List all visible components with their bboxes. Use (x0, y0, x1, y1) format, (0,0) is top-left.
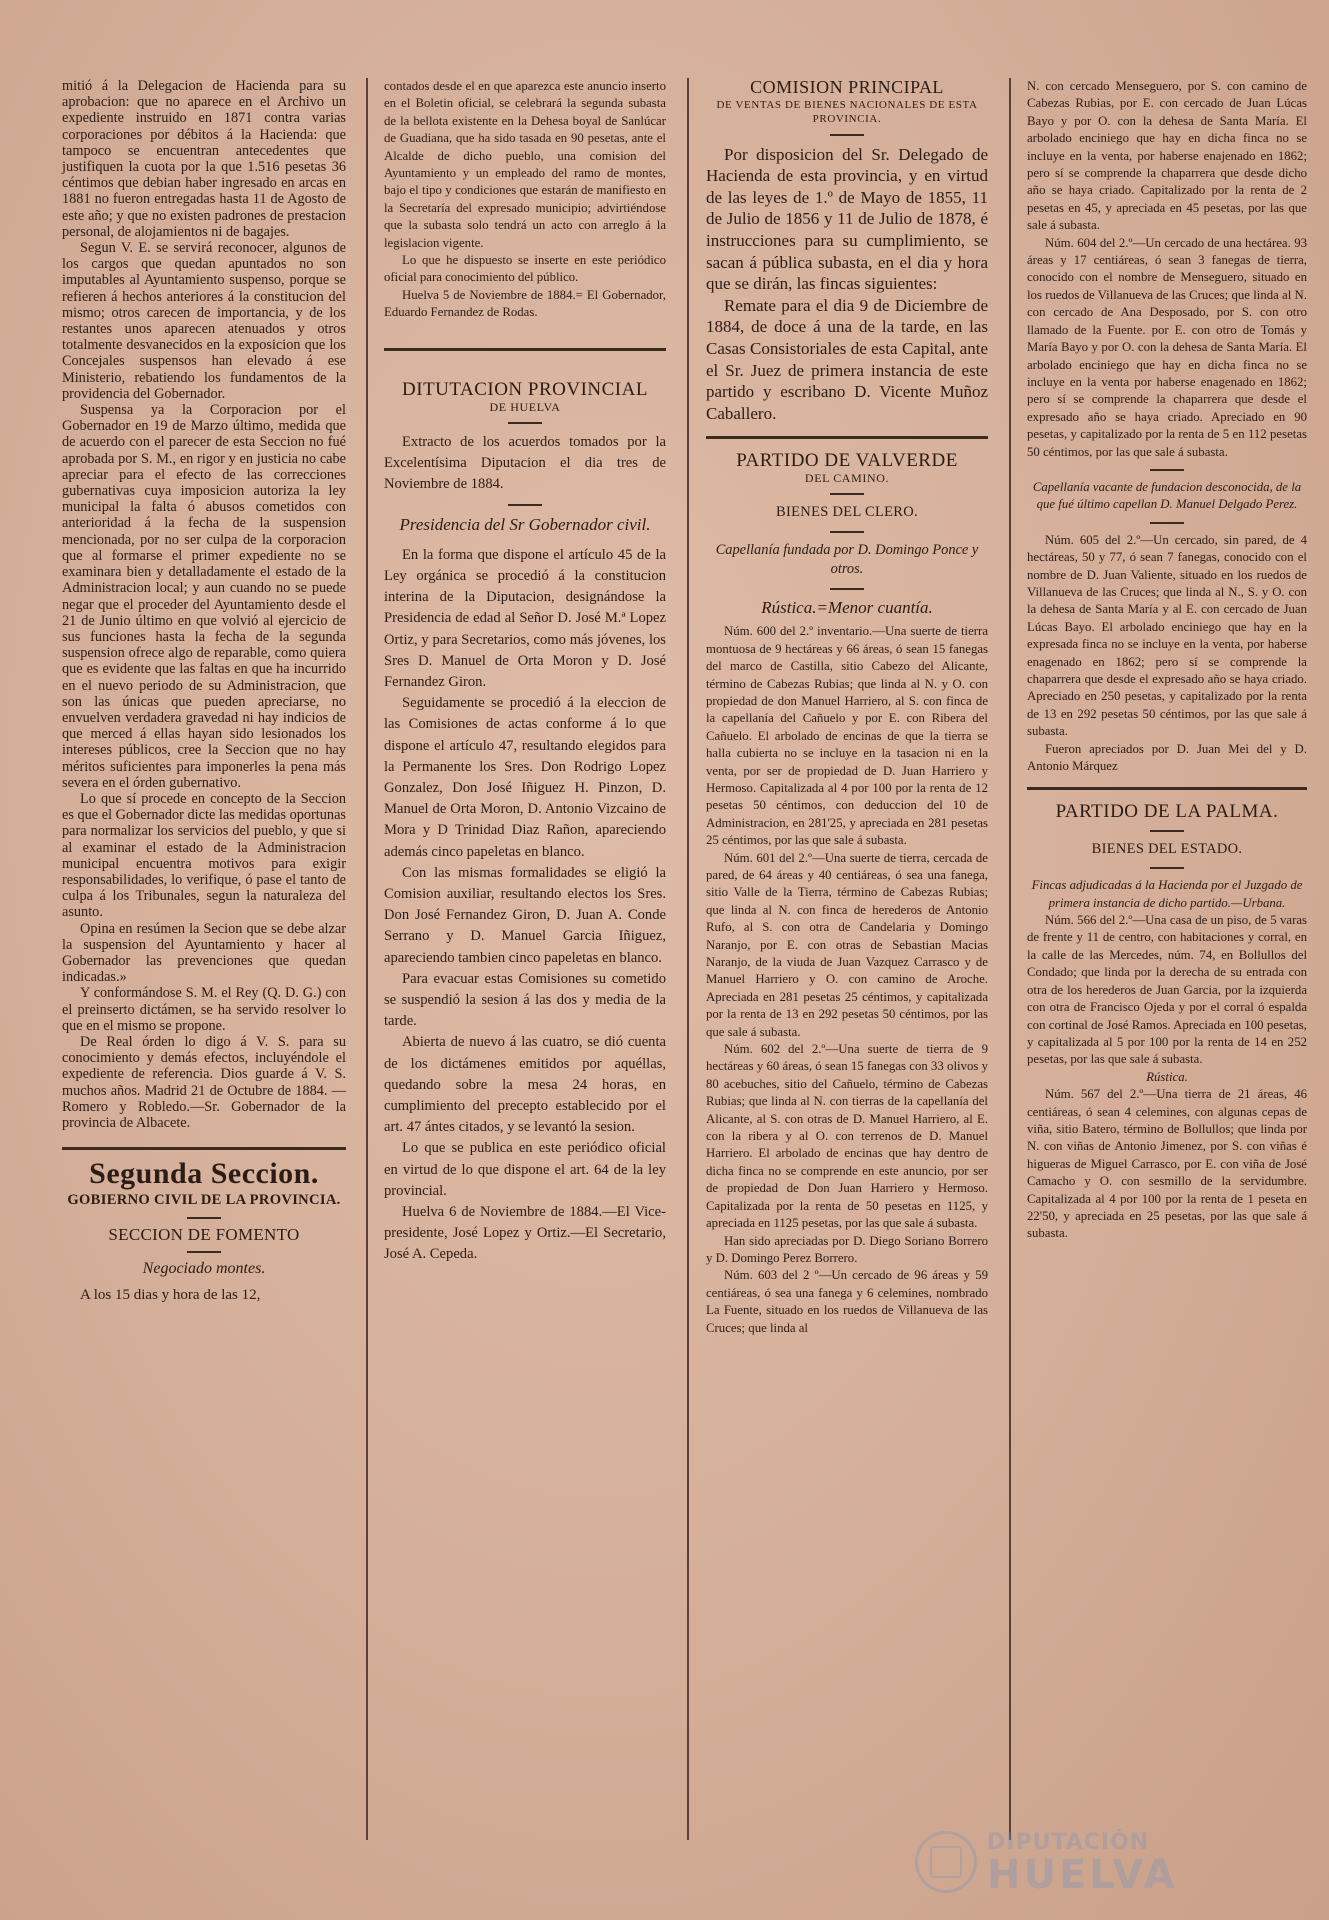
paragraph: Suspensa ya la Corporacion por el Gobernador en 19 de Marzo último, medida que de acuerdo con el parecer de esta Seccion no fué aprobada por S. M., en rigor y en justicia no cabe apreciar para el efecto de las correcciones gubernativas cuya imposicion autoriza la ley municipal la falta ó abusos cometidos con anterioridad á la fecha de la suspension mencionada, por no ser culpa de la corporacion que al formarse el primer expediente no se examinara bien y detalladamente el estado de la Administracion local; y aun cuando no se puede negar que el proceder del Ayuntamiento desde el 21 de Junio último en que volvió al ejercicio de sus funciones hasta la fecha de la segunda suspension ofrece algo de reparable, como quiera que es evidente que las faltas en que ha incurrido en el nuevo periodo de su Administracion, que son las únicas que pueden apreciarse, no envuelven verdadera gravedad ni hay indicios de que merced á ellas hayan sido lesionados los intereses públicos, cree la Seccion que no hay méritos suficientes para imponerles la pena más severa en el órden gubernativo. (62, 402, 346, 791)
paragraph: Para evacuar estas Comisiones su cometido se suspendió la sesion á las dos y media de la tarde. (384, 970, 666, 1030)
paragraph: Lo que he dispuesto se inserte en este periódico oficial para conocimiento del público. (384, 253, 666, 285)
paragraph: Y conformándose S. M. el Rey (Q. D. G.) con el preinserto dictámen, se ha servido resolver lo que en el mismo se propone. (62, 985, 346, 1034)
negociado-heading: Negociado montes. (142, 1259, 266, 1277)
paragraph: Huelva 6 de Noviembre de 1884.—El Vice-presidente, José Lopez y Ortiz.—El Secretario, José A. Cepeda. (384, 1204, 666, 1263)
paragraph: Han sido apreciadas por D. Diego Soriano Borrero y D. Domingo Perez Borrero. (706, 1233, 988, 1265)
comision-heading: COMISION PRINCIPAL (750, 77, 944, 97)
paragraph: A los 15 dias y hora de las 12, (80, 1287, 261, 1304)
paragraph: Núm. 600 del 2.º inventario.—Una suerte de tierra montuosa de 9 hectáreas y 66 áreas, ó sean 15 fanegas del marco de Castilla, sitio Cabezo del Alicante, término de Cabezas Rubias; que linda al N. y O. con propiedad de don Manuel Harriero, al S. con finca de la capellanía del Cañuelo y por E. con Ribera del Cañuelo. El arbolado de encinas de que la tierra se halla cubierta no se incluye en la tasacion ni en la venta, por ser de propiedad de D. Juan Harriero y Hermoso. Capitalizada al 4 por 100 por la renta de 12 pesetas 50 céntimos, con deduccion del 10 de Administracion, en 281'25, y apreciada en 281 pesetas 25 céntimos, por las que sale á subasta. (706, 624, 988, 848)
divider (1150, 469, 1184, 471)
divider (508, 504, 542, 506)
paragraph: Núm. 567 del 2.º—Una tierra de 21 áreas, 46 centiáreas, ó sean 4 celemines, con algunas cepas de viña, sitio Batero, término de Bollullos; que linda por N. con viñas de Antonio Jimenez, por S. con viñas é higueras de Miguel Carrasco, por E. con viña de José Camacho y O. con sesmillo de la servidumbre. Capitalizada al 4 por 100 por la renta de 1 peseta en 22'50, y apreciada en 25 pesetas, por las que sale á subasta. (1027, 1087, 1307, 1241)
paragraph: De Real órden lo digo á V. S. para su conocimiento y demás efectos, incluyéndole el expediente de referencia. Dios guarde á V. S. muchos años. Madrid 21 de Octubre de 1884. —Romero y Robledo.—Sr. Gobernador de la provincia de Albacete. (62, 1033, 346, 1131)
paragraph: contados desde el en que aparezca este anuncio inserto en el Boletin oficial, se celebrará la segunda subasta de la bellota existente en la Dehesa boyal de Sanlúcar de Guadiana, que ha sido tasada en 90 pesetas, ante el Alcalde de dicho pueblo, una comision del Ayuntamiento y un empleado del ramo de montes, bajo el tipo y condiciones que estarán de manifiesto en la Secretaría del expresado municipio; advirtiéndose que la subasta solo tendrá un acto con arreglo á la legislacion vigente. (384, 79, 666, 250)
partido-palma-heading: PARTIDO DE LA PALMA. (1055, 801, 1279, 823)
rustica-heading: Rústica. (1146, 1069, 1188, 1084)
bienes-estado-heading: BIENES DEL ESTADO. (1091, 840, 1243, 857)
extracto: Extracto de los acuerdos tomados por la Excelentísima Diputacion el dia tres de Noviembre de 1884. (384, 433, 666, 493)
comision-subheading: DE VENTAS DE BIENES NACIONALES DE ESTA PROVINCIA. (716, 98, 978, 125)
capellania-heading: Capellanía vacante de fundacion desconocida, de la que fué último capellan D. Manuel Delgado Perez. (1032, 479, 1302, 512)
capellania-heading: Capellanía fundada por D. Domingo Ponce y otros. (715, 541, 979, 578)
divider (1150, 830, 1184, 832)
section-title: Segunda Seccion. (89, 1157, 319, 1191)
section-divider (1027, 787, 1307, 790)
remate-paragraph: Remate para el dia 9 de Diciembre de 1884, de doce á una de la tarde, en las Casas Consistoriales de esta Capital, ante el Sr. Juez de primera instancia de este partido y escribano D. Vicente Muñoz Caballero. (706, 295, 988, 423)
paragraph: Segun V. E. se servirá reconocer, algunos de los cargos que quedan apuntados no son imputables al Ayuntamiento suspenso, porque se refieren á hechos anteriores á la constitucion del mismo; otros carecen de importancia, y de los restantes unos aparecen atenuados y otros totalmente desvanecidos en la exposicion que los Concejales suspensos han elevado á ese Ministerio, rebatiendo los fundamentos de la providencia del Gobernador. (62, 240, 346, 402)
watermark-line2: HUELVA (987, 1851, 1178, 1898)
divider (187, 1217, 221, 1219)
column-rule (687, 78, 689, 1840)
divider (187, 1251, 221, 1253)
paragraph: N. con cercado Menseguero, por S. con camino de Cabezas Rubias, por E. con cercado de Juan Lúcas Bayo y por O. con la dehesa de Santa María. El arbolado enciniego que hay en dicha finca no se incluye en la venta, por haberse enajenado en 1862; pero sí se comprende la chaparrera que desde dicho año se haya criado. Capitalizado por la renta de 2 pesetas en 45, y apreciada en 45 pesetas, por las que sale á subasta. (1027, 79, 1307, 233)
bienes-heading: BIENES DEL CLERO. (776, 503, 918, 520)
column-2 (384, 78, 666, 1266)
column-rule (366, 78, 368, 1840)
signature: Huelva 5 de Noviembre de 1884.= El Gobernador, Eduardo Fernandez de Rodas. (384, 287, 666, 320)
divider (830, 531, 864, 533)
divider (830, 493, 864, 495)
section-divider (62, 1147, 346, 1150)
paragraph: mitió á la Delegacion de Hacienda para su aprobacion: que no aparece en el Archivo un expediente instruido en 1871 contra varias corporaciones por débitos á la Hacienda: que tampoco se encuentran antecedentes que justifiquen la cuota por la que 1.516 pesetas 36 céntimos que debian haber ingresado en arcas en 1881 no fueron entregadas hasta 11 de Agosto de este año; y que no existen padrones de prestacion personal, de alojamientos ni de bagajes. (62, 78, 346, 240)
divider (1150, 867, 1184, 869)
paragraph: Núm. 603 del 2 º—Un cercado de 96 áreas y 59 centiáreas, ó sea una fanega y 6 celemines, nombrado La Fuente, situado en los ruedos de Villanueva de las Cruces; que linda al (706, 1268, 988, 1335)
partido-heading: PARTIDO DE VALVERDE (736, 450, 958, 472)
seal-icon (915, 1831, 977, 1893)
rustica-heading: Rústica.=Menor cuantía. (761, 597, 933, 617)
paragraph: Núm. 602 del 2.º—Una suerte de tierra de 9 hectáreas y 60 áreas, ó sean 15 fanegas con 33 olivos y 80 acebuches, sitio del Cañuelo, término de Cabezas Rubias; que linda al N. con tierras de la capellanía del Alicante, al S. con otras de D. Manuel Harriero, al E. con la ribera y al O. con terrenos de D. Manuel Harriero. El arbolado de encinas que hay dentro de dicha finca no se comprende en este anuncio, por ser de propiedad de Don Juan Harriero y Hermoso. Capitalizada por la renta de 50 pesetas en 1125, y apreciada en 1125 pesetas, por las que sale á subasta. (706, 1042, 988, 1231)
watermark-text (987, 1829, 1178, 1898)
paragraph: Núm. 605 del 2.º—Un cercado, sin pared, de 4 hectáreas, 50 y 77, ó sean 7 fanegas, conocido con el nombre de D. Juan Valiente, situado en los ruedos de Villanueva de las Cruces; que linda al N., S. y O. con la dehesa de Santa María y al E. con cercado de Juan Lúcas Bayo. El arbolado enciniego que hay en la expresada finca no se incluye en la venta, por haberse enagenado en 1862; pero sí se comprende la chaparrera que desde el expresado año se haya criado. Apreciado en 250 pesetas, y capitalizado por la renta de 13 en 292 pesetas 50 céntimos, por las que sale á subasta. (1027, 532, 1307, 739)
paragraph: Con las mismas formalidades se eligió la Comision auxiliar, resultando electos los Sres. Don José Fernandez Giron, D. Juan A. Conde Serrano y D. Manuel Garcia Iñiguez, apareciendo tambien cinco papeletas en blanco. (384, 864, 666, 966)
paragraph: Opina en resúmen la Secion que se debe alzar la suspension del Ayuntamiento y hacer al Gobernador las prevenciones que quedan indicadas.» (62, 920, 346, 986)
paragraph: En la forma que dispone el artículo 45 de la Ley orgánica se procedió á la constitucion interina de la Diputacion, designándose la Presidencia de edad al Señor D. José M.ª Lopez Ortiz, y para Secretarios, como más jóvenes, los Sres D. Manuel de Orta Moron y D. José Fernandez Giron. (384, 546, 666, 690)
column-rule (1009, 78, 1011, 1840)
paragraph: Seguidamente se procedió á la eleccion de las Comisiones de actas conforme á lo que dispone el artículo 47, resultando elegidos para la Permanente los Sres. Don Rodrigo Lopez Gonzalez, Don José Iñiguez H. Pinzon, D. Manuel de Orta Moron, D. Antonio Vizcaino de Mora y D Trinidad Diaz Rañon, apareciendo además cinco papeletas en blanco. (384, 695, 666, 860)
intro-paragraph: Por disposicion del Sr. Delegado de Hacienda de esta provincia, y en virtud de las leyes de 1.º de Mayo de 1855, 11 de Julio de 1856 y 11 de Julio de 1878, é instrucciones para su cumplimiento, se sacan á pública subasta, en el dia y hora que se dirán, las fincas siguientes: (706, 144, 988, 294)
paragraph: Núm. 604 del 2.º—Un cercado de una hectárea. 93 áreas y 17 centiáreas, ó sean 3 fanegas de tierra, conocido con el nombre de Menseguero, situado en los ruedos de Villanueva de las Cruces; que linda al N. con cercado de Ana Desposado, por S. con otro llamado de la Fuente. por E. con otro de Tomás y María Bayo y por O. con la dehesa de Santa María. El arbolado enciniego que hay en dicha finca no se incluye en la venta por haberse enagenado en 1862; pero sí se comprende la chaparrera que desde el expresado año se haya criado. Apreciado en 90 pesetas, y capitalizado por la renta de 5 en 112 pesetas 50 céntimos, por las que sale á subasta. (1027, 235, 1307, 459)
divider (830, 134, 864, 136)
paragraph: Abierta de nuevo á las cuatro, se dió cuenta de los dictámenes emitidos por aquéllas, quedando sobre la mesa 24 horas, en cumplimiento del precepto establecido por el art. 47 ántes citados, y se levantó la sesion. (384, 1034, 666, 1136)
divider (508, 422, 542, 424)
fincas-heading: Fincas adjudicadas á la Hacienda por el Juzgado de primera instancia de dicho partido.—Urbana. (1031, 878, 1303, 910)
paragraph: Lo que sí procede en concepto de la Seccion es que el Gobernador dicte las medidas oportunas para normalizar los servicios del pueblo, y que si al examinar el estado de la Administracion municipal encuentra motivos para exigir responsabilidades, lo verifique, ó pase el tanto de culpa á los Tribunales, segun la naturaleza del asunto. (62, 790, 346, 921)
column-4 (1027, 78, 1307, 1243)
watermark-line1: DIPUTACIÓN (987, 1829, 1150, 1855)
column-3 (706, 78, 988, 1337)
section-divider (384, 348, 666, 351)
presidencia-heading: Presidencia del Sr Gobernador civil. (399, 514, 651, 534)
column-1 (62, 78, 346, 1303)
divider (830, 588, 864, 590)
gobierno-heading: GOBIERNO CIVIL DE LA PROVINCIA. (67, 1192, 341, 1209)
divider (1150, 522, 1184, 524)
diputacion-heading: DITUTACION PROVINCIAL (402, 378, 648, 400)
fomento-heading: SECCION DE FOMENTO (108, 1224, 300, 1244)
archive-watermark (915, 1822, 1295, 1902)
partido-subheading: DEL CAMINO. (804, 470, 890, 485)
paragraph: Núm. 601 del 2.º—Una suerte de tierra, cercada de pared, de 64 áreas y 40 centiáreas, ó sea una fanega, sitio Valle de la Tierra, término de Cabezas Rubias; que linda al N. con finca de herederos de Antonio Rufo, al S. con otra de Candelaria y Domingo Naranjo, por E. con otras de Sebastian Macias Naranjo, de la viuda de Juan Vazquez Carrasco y de Manuel Harriero y O. con camino de Aroche. Apreciada en 281 pesetas 25 céntimos, y capitalizada por la renta de 13 en 292 pesetas 50 céntimos, por las que sale á subasta. (706, 850, 988, 1039)
paragraph: Núm. 566 del 2.º—Una casa de un piso, de 5 varas de frente y 11 de centro, con habitaciones y corral, en la calle de las Mercedes, núm. 74, en Bollullos del Condado; que linda por la derecha de su entrada con otra de los herederos de Juan Garcia, por la izquierda con otra de Francisco Ojeda y por el corral ó espalda con cortinal de José Ramos. Apreciada en 100 pesetas, y capitalizada al 5 por 100 por la renta de 14 en 252 pesetas, por las que sale á subasta. (1027, 913, 1307, 1067)
section-divider (706, 436, 988, 439)
diputacion-subheading: DE HUELVA (489, 399, 561, 414)
paragraph: Lo que se publica en este periódico oficial en virtud de lo que dispone el art. 64 de la ley provincial. (384, 1140, 666, 1199)
paragraph: Fueron apreciados por D. Juan Mei del y D. Antonio Márquez (1027, 741, 1307, 774)
